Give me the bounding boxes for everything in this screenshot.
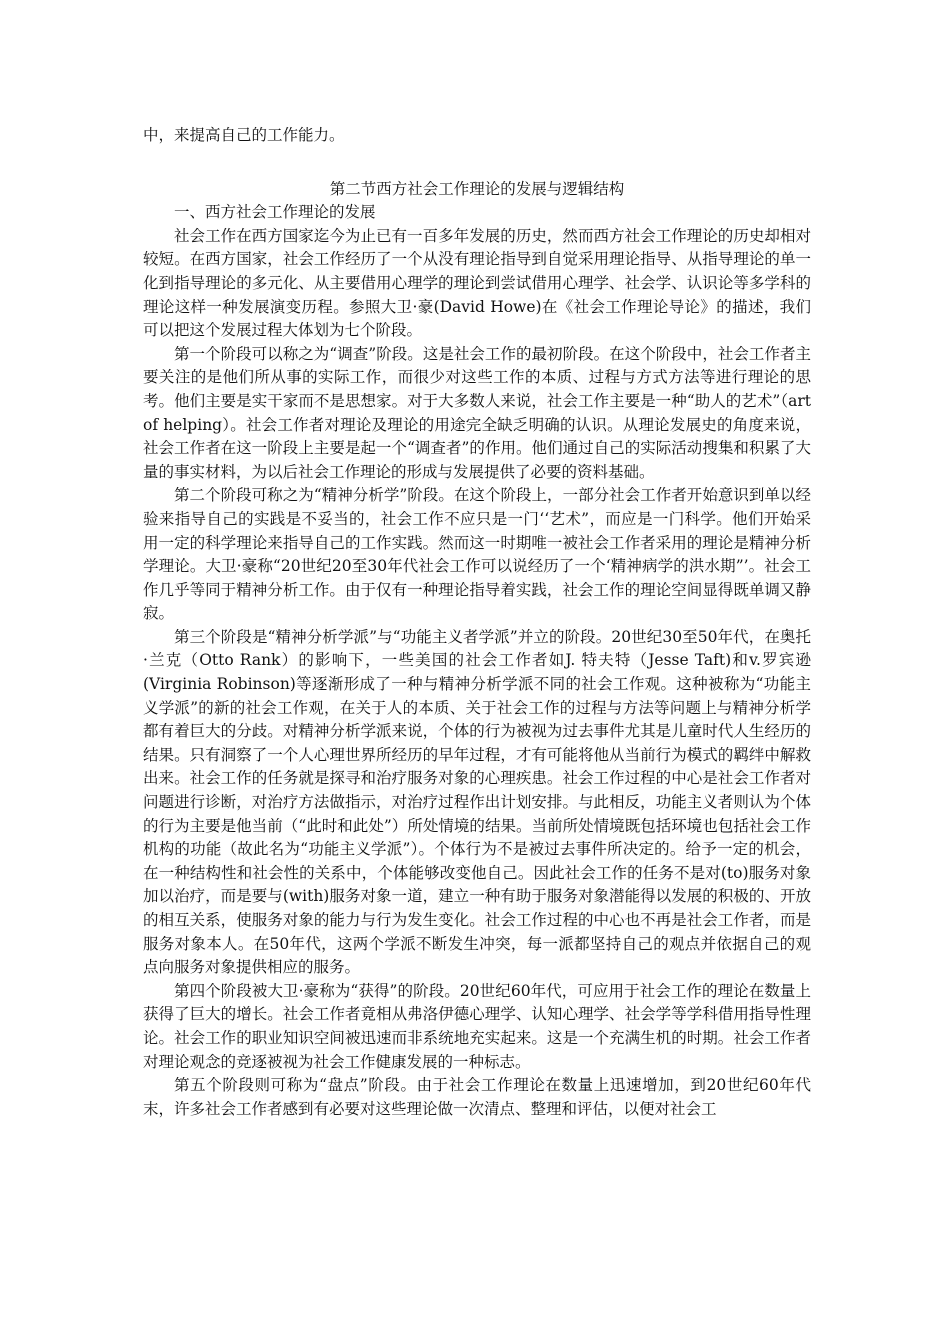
section-spacer (143, 148, 811, 178)
paragraph-stage-2: 第二个阶段可称之为“精神分析学”阶段。在这个阶段上，一部分社会工作者开始意识到单以经验来指导自己的实践是不妥当的，社会工作不应只是一门‘‘艺术”，而应是一门科学。他们开始采用一定的科学理论来指导自己的工作实践。然而这一时期唯一被社会工作者采用的理论是精神分析学理论。大卫·豪称“20世纪20至30年代社会工作可以说经历了一个‘精神病学的洪水期”’。社会工作几乎等同于精神分析工作。由于仅有一种理论指导着实践，社会工作的理论空间显得既单调又静寂。 (143, 486, 811, 623)
section-title: 第二节西方社会工作理论的发展与逻辑结构 (329, 179, 625, 198)
paragraph-stage-3: 第三个阶段是“精神分析学派”与“功能主义者学派”并立的阶段。20世纪30至50年代，在奥托·兰克（Otto Rank）的影响下，一些美国的社会工作者如J. 特夫特（Jesse Taft)和v.罗宾逊(Virginia Robinson)等逐渐形成了一种与精神分析学派不同的社会工作观。这种被称为“功能主义学派”的新的社会工作观，在关于人的本质、关于社会工作的过程与方法等问题上与精神分析学都有着巨大的分歧。对精神分析学派来说，个体的行为被视为过去事件尤其是儿童时代人生经历的结果。只有洞察了一个人心理世界所经历的早年过程，才有可能将他从当前行为模式的羁绊中解救出来。社会工作的任务就是探寻和治疗服务对象的心理疾患。社会工作过程的中心是社会工作者对问题进行诊断，对治疗方法做指示，对治疗过程作出计划安排。与此相反，功能主义者则认为个体的行为主要是他当前（“此时和此处”）所处情境的结果。当前所处情境既包括环境也包括社会工作机构的功能（故此名为“功能主义学派”）。个体行为不是被过去事件所决定的。给予一定的机会，在一种结构性和社会性的关系中，个体能够改变他自己。因此社会工作的任务不是对(to)服务对象加以治疗，而是要与(with)服务对象一道，建立一种有助于服务对象潜能得以发展的积极的、开放的相互关系，使服务对象的能力与行为发生变化。社会工作过程的中心也不再是社会工作者，而是服务对象本人。在50年代，这两个学派不断发生冲突，每一派都坚持自己的观点并依据自己的观点向服务对象提供相应的服务。 (143, 627, 811, 977)
sub-heading: 一、西方社会工作理论的发展 (174, 203, 376, 222)
document-body (143, 124, 811, 1121)
opening-line: 中，来提高自己的工作能力。 (143, 126, 345, 144)
paragraph-intro: 社会工作在西方国家迄今为止已有一百多年发展的历史，然而西方社会工作理论的历史却相对较短。在西方国家，社会工作经历了一个从没有理论指导到自觉采用理论指导、从指导理论的单一化到指导理论的多元化、从主要借用心理学的理论到尝试借用心理学、社会学、认识论等多学科的理论这样一种发展演变历程。参照大卫·豪(David Howe)在《社会工作理论导论》的描述，我们可以把这个发展过程大体划为七个阶段。 (143, 226, 811, 340)
paragraph-stage-5: 第五个阶段则可称为“盘点”阶段。由于社会工作理论在数量上迅速增加，到20世纪60年代末，许多社会工作者感到有必要对这些理论做一次清点、整理和评估，以便对社会工 (143, 1076, 811, 1118)
paragraph-stage-4: 第四个阶段被大卫·豪称为“获得”的阶段。20世纪60年代，可应用于社会工作的理论在数量上获得了巨大的增长。社会工作者竟相从弗洛伊德心理学、认知心理学、社会学等学科借用指导性理论。社会工作的职业知识空间被迅速而非系统地充实起来。这是一个充满生机的时期。社会工作者对理论观念的竞逐被视为社会工作健康发展的一种标志。 (143, 981, 811, 1071)
paragraph-stage-1: 第一个阶段可以称之为“调查”阶段。这是社会工作的最初阶段。在这个阶段中，社会工作者主要关注的是他们所从事的实际工作，而很少对这些工作的本质、过程与方式方法等进行理论的思考。他们主要是实干家而不是思想家。对于大多数人来说，社会工作主要是一种“助人的艺术”（art of helping）。社会工作者对理论及理论的用途完全缺乏明确的认识。从理论发展史的角度来说，社会工作者在这一阶段上主要是起一个“调查者”的作用。他们通过自己的实际活动搜集和积累了大量的事实材料，为以后社会工作理论的形成与发展提供了必要的资料基础。 (143, 344, 811, 481)
